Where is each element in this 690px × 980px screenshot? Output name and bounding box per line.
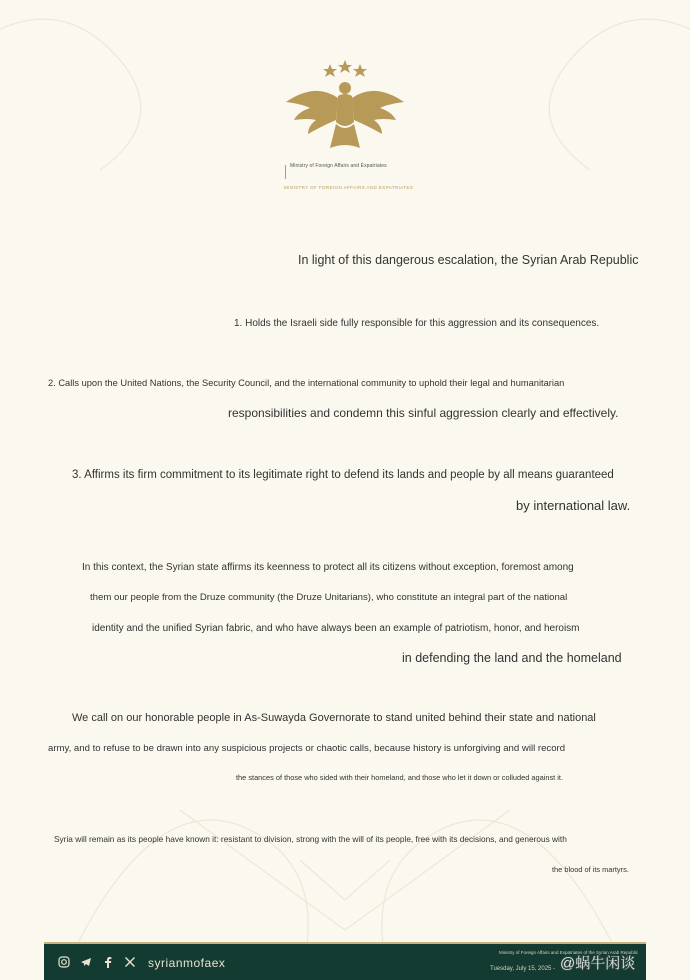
closing-line-1: Syria will remain as its people have known it: resistant to division, strong with the will of its people, free with its decisions, and generous with [54,834,567,844]
syrian-eagle-emblem [280,60,410,160]
call-line-3: the stances of those who sided with their homeland, and those who let it down or colluded against it. [236,773,564,782]
point-3-line-2: by international law. [516,498,631,513]
point-2-line-2: responsibilities and condemn this sinful aggression clearly and effectively. [228,406,619,420]
social-handle[interactable]: syrianmofaex [148,956,226,970]
footer-bar [44,942,646,980]
social-icons [58,956,136,968]
header-divider [285,165,286,179]
context-line-1: In this context, the Syrian state affirms its keenness to protect all its citizens without exception, foremost among [82,562,574,573]
facebook-icon[interactable] [102,956,114,968]
ministry-name-en: Ministry of Foreign Affairs and Expatriates [290,163,387,169]
instagram-icon[interactable] [58,956,70,968]
context-line-4: in defending the land and the homeland [402,651,622,665]
point-3-line-1: 3. Affirms its firm commitment to its legitimate right to defend its lands and people by all means guaranteed [72,469,614,481]
intro-line: In light of this dangerous escalation, the Syrian Arab Republic [298,253,639,267]
point-1: 1. Holds the Israeli side fully responsible for this aggression and its consequences. [234,318,600,329]
footer-date: Tuesday, July 15, 2025 - [490,966,556,972]
point-2-line-1: 2. Calls upon the United Nations, the Security Council, and the international community to uphold their legal and humanitarian [48,378,565,388]
ministry-name-caps: MINISTRY OF FOREIGN AFFAIRS AND EXPATRIATES [284,185,414,190]
telegram-icon[interactable] [80,956,92,968]
closing-line-2: the blood of its martyrs. [552,865,629,874]
footer-ministry-line: Ministry of Foreign Affairs and Expatriates of the Syrian Arab Republic [499,950,638,955]
context-line-2: them our people from the Druze community (the Druze Unitarians), who constitute an integral part of the national [90,592,568,603]
call-line-1: We call on our honorable people in As-Suwayda Governorate to stand united behind their state and national [72,712,596,724]
x-icon[interactable] [124,956,136,968]
weibo-watermark: @蜗牛闲谈 [560,955,636,972]
context-line-3: identity and the unified Syrian fabric, and who have always been an example of patriotism, honor, and heroism [92,623,580,634]
call-line-2: army, and to refuse to be drawn into any suspicious projects or chaotic calls, because history is unforgiving and will record [48,743,566,754]
